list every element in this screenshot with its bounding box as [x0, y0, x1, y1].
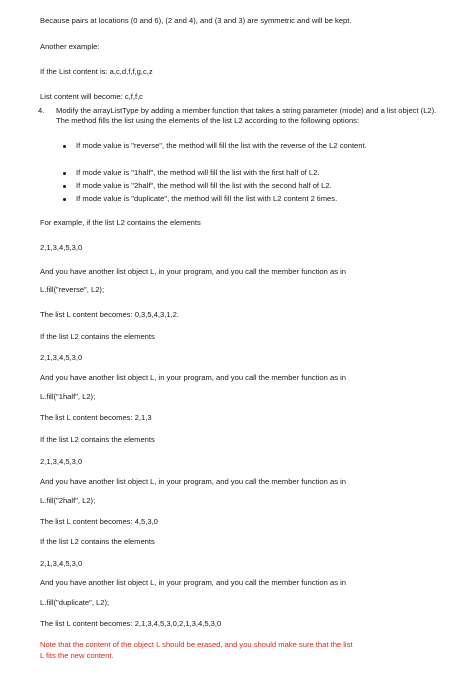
sequence-text: 2,1,3,4,5,3,0 [40, 353, 83, 362]
result-reverse: The list L content becomes: 0,3,5,4,3,1,2. [40, 310, 180, 319]
sequence-text: 2,1,3,4,5,3,0 [40, 243, 83, 252]
another-object-text: And you have another list object L, in your program, and you call the member function as in [40, 267, 347, 276]
call-1half: L.fill("1half", L2); [40, 392, 96, 401]
bullet-icon [63, 145, 66, 148]
another-object-text: And you have another list object L, in your program, and you call the member function as in [40, 578, 347, 587]
another-object-text: And you have another list object L, in your program, and you call the member function as in [40, 373, 347, 382]
intro-text: Because pairs at locations (0 and 6), (2 and 4), and (3 and 3) are symmetric and will be kept. [40, 16, 352, 25]
note-text-line2: L fits the new content. [40, 651, 114, 660]
result-1half: The list L content becomes: 2,1,3 [40, 413, 152, 422]
bullet-duplicate: If mode value is "duplicate", the method will fill the list with L2 content 2 times. [76, 194, 338, 203]
bullet-2half: If mode value is "2half", the method will fill the list with the second half of L2. [76, 181, 332, 190]
bullet-1half: If mode value is "1half", the method will fill the list with the first half of L2. [76, 168, 320, 177]
for-example-text: For example, if the list L2 contains the elements [40, 218, 201, 227]
item-number: 4. [38, 106, 45, 115]
bullet-icon [63, 172, 66, 175]
call-reverse: L.fill("reverse", L2); [40, 285, 105, 294]
result-duplicate: The list L content becomes: 2,1,3,4,5,3,0,2,1,3,4,5,3,0 [40, 619, 222, 628]
call-duplicate: L.fill("duplicate", L2); [40, 598, 110, 607]
call-2half: L.fill("2half", L2); [40, 496, 96, 505]
note-text-line1: Note that the content of the object L should be erased, and you should make sure that the list [40, 640, 353, 649]
list-become-text: List content will become: c,f,f,c [40, 92, 143, 101]
another-object-text: And you have another list object L, in your program, and you call the member function as in [40, 477, 347, 486]
if-contains-text: If the list L2 contains the elements [40, 537, 155, 546]
sequence-text: 2,1,3,4,5,3,0 [40, 559, 83, 568]
if-contains-text: If the list L2 contains the elements [40, 435, 155, 444]
bullet-reverse: If mode value is "reverse", the method will fill the list with the reverse of the L2 content. [76, 141, 367, 150]
bullet-icon [63, 198, 66, 201]
result-2half: The list L content becomes: 4,5,3,0 [40, 517, 158, 526]
bullet-icon [63, 185, 66, 188]
if-contains-text: If the list L2 contains the elements [40, 332, 155, 341]
sequence-text: 2,1,3,4,5,3,0 [40, 457, 83, 466]
item4-text: Modify the arrayListType by adding a member function that takes a string parameter (mode) and a list object (L2). The method fills the list using the elements of the list L2 according to the following options: [56, 106, 437, 125]
another-example-heading: Another example: [40, 42, 100, 51]
list-content-text: If the List content is: a,c,d,f,f,g,c,z [40, 67, 153, 76]
